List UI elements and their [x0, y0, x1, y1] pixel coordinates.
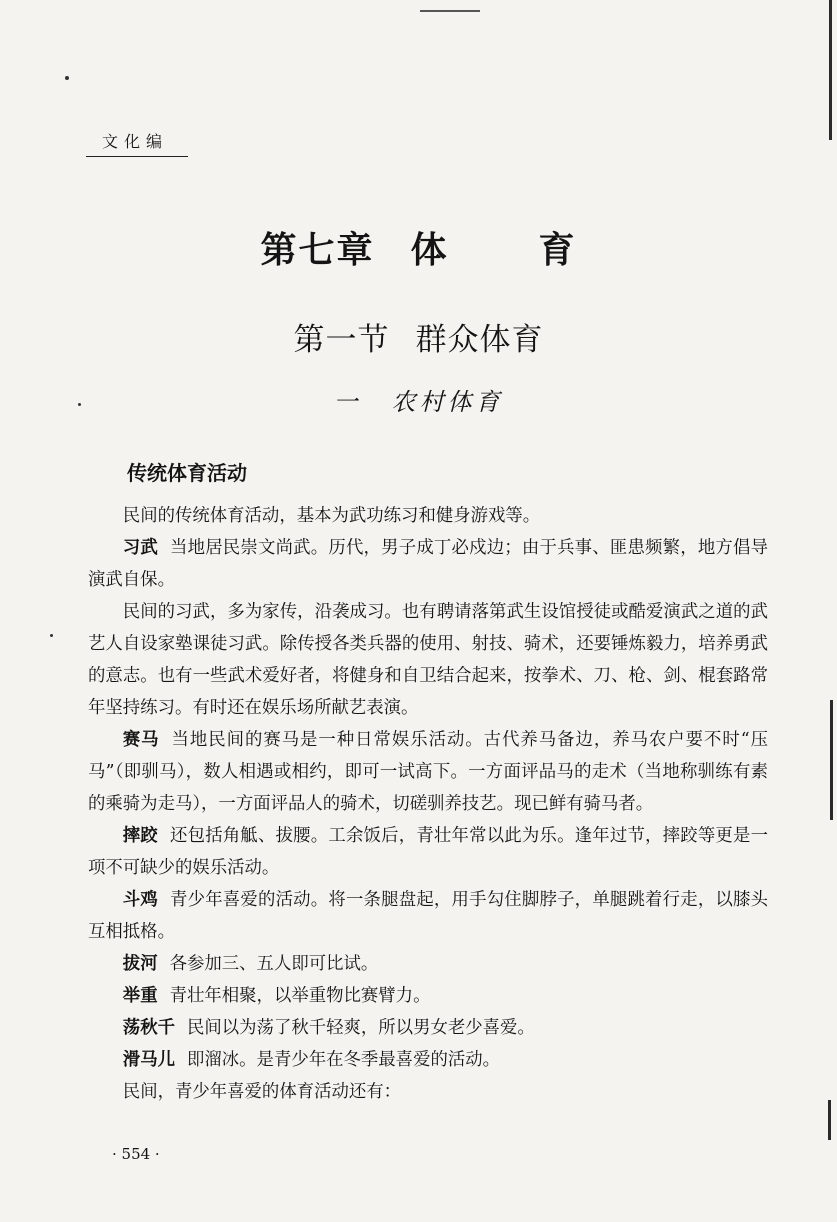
chapter-word-1: 体 — [410, 229, 449, 271]
paragraph — [88, 1044, 768, 1076]
paragraph — [88, 724, 768, 820]
scan-speck — [65, 76, 69, 80]
paragraph-text: 青少年喜爱的活动。将一条腿盘起，用手勾住脚脖子，单腿跳着行走，以膝头互相抵格。 — [88, 890, 768, 942]
chapter-word-2: 育 — [538, 229, 577, 271]
page-number: · 554 · — [112, 1145, 160, 1163]
paragraph-text: 民间的传统体育活动，基本为武功练习和健身游戏等。 — [122, 506, 541, 526]
chapter-label: 第七章 — [260, 229, 375, 271]
subsection-number: 一 — [333, 388, 362, 416]
subsection-title — [0, 382, 837, 417]
paragraph-term: 习武 — [122, 538, 158, 558]
paragraph-text: 民间以为荡了秋千轻爽，所以男女老少喜爱。 — [186, 1018, 535, 1038]
scan-speck — [78, 403, 81, 406]
paragraph-text: 民间，青少年喜爱的体育活动还有： — [122, 1082, 402, 1102]
paragraph — [88, 884, 768, 948]
scan-edge — [828, 1100, 831, 1140]
running-head: 文化编 — [86, 129, 188, 157]
paragraph-text: 当地民间的赛马是一种日常娱乐活动。古代养马备边，养马农户要不时“压马”（即驯马），数人相遇或相约，即可一试高下。一方面评品马的走术（当地称驯练有素的乘骑为走马），一方面评品人的骑术，切磋驯养技艺。现已鲜有骑马者。 — [88, 730, 768, 814]
paragraph-text: 民间的习武，多为家传，沿袭成习。也有聘请落第武生设馆授徒或酷爱演武之道的武艺人自设家塾课徒习武。除传授各类兵器的使用、射技、骑术，还要锤炼毅力，培养勇武的意志。也有一些武术爱好者，将健身和自卫结合起来，按拳术、刀、枪、剑、棍套路常年坚持练习。有时还在娱乐场所献艺表演。 — [88, 602, 768, 718]
paragraph-term: 拔河 — [122, 954, 158, 974]
section-label: 第一节 — [293, 322, 390, 358]
paragraph — [88, 596, 768, 724]
scan-edge — [830, 700, 833, 820]
subsection-name: 农村体育 — [391, 388, 504, 416]
paragraph-text: 当地居民崇文尚武。历代，男子成丁必戍边；由于兵事、匪患频繁，地方倡导演武自保。 — [88, 538, 768, 590]
paragraph — [88, 532, 768, 596]
paragraph-term: 赛马 — [122, 730, 160, 750]
section-name: 群众体育 — [415, 322, 544, 358]
paragraph — [88, 948, 768, 980]
scan-edge — [829, 0, 832, 140]
paragraph — [88, 980, 768, 1012]
paragraph-term: 斗鸡 — [122, 890, 158, 910]
paragraph-term: 举重 — [122, 986, 158, 1006]
chapter-title — [0, 222, 837, 273]
scan-speck — [50, 634, 53, 637]
paragraph-text: 各参加三、五人即可比试。 — [169, 954, 379, 974]
paragraph-term: 荡秋千 — [122, 1018, 175, 1038]
paragraph-text: 即溜冰。是青少年在冬季最喜爱的活动。 — [186, 1050, 501, 1070]
topic-heading: 传统体育活动 — [127, 461, 247, 485]
paragraph-term: 滑马儿 — [122, 1050, 175, 1070]
paragraph — [88, 500, 768, 532]
paragraph-text: 青壮年相聚，以举重物比赛臂力。 — [169, 986, 431, 1006]
section-title — [0, 314, 837, 359]
paragraph — [88, 820, 768, 884]
scan-speck — [420, 10, 480, 12]
paragraph — [88, 1012, 768, 1044]
paragraph-term: 摔跤 — [122, 826, 158, 846]
body-text — [88, 500, 768, 1108]
paragraph-text: 还包括角觝、拔腰。工余饭后，青壮年常以此为乐。逢年过节，摔跤等更是一项不可缺少的娱乐活动。 — [88, 826, 768, 878]
paragraph — [88, 1076, 768, 1108]
